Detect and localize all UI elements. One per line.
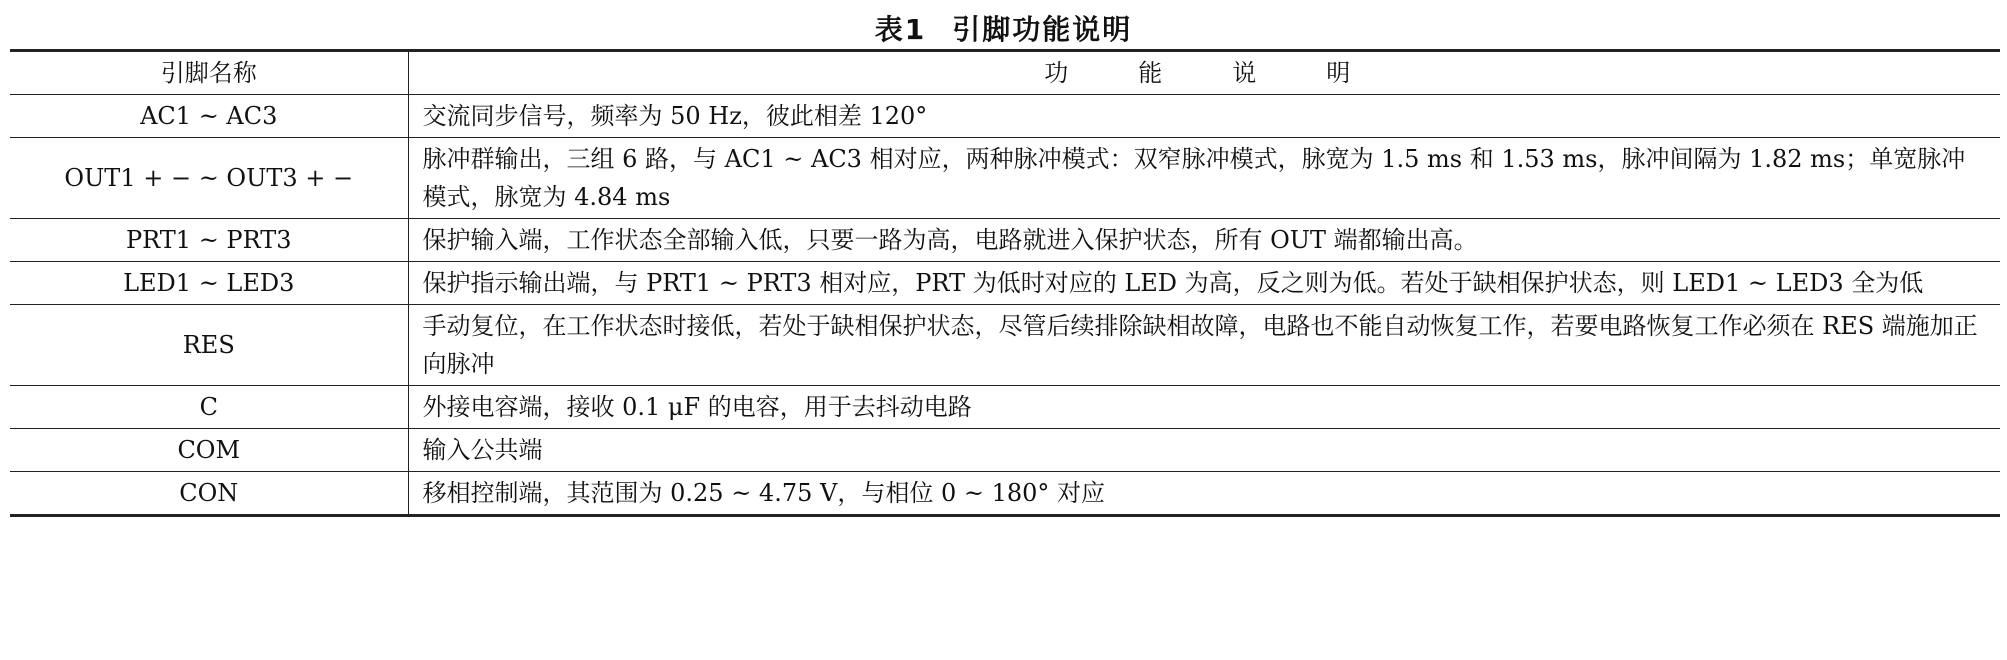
pin-function-cell: 移相控制端，其范围为 0.25 ~ 4.75 V，与相位 0 ~ 180° 对应 [422,479,1106,507]
pin-name-cell: C [10,386,408,429]
table-row [10,138,2000,219]
table-row [10,429,2000,472]
pin-name-cell: RES [10,305,408,386]
header-row [10,51,2000,95]
pin-name-cell: COM [10,429,408,472]
pin-name-cell: PRT1 ~ PRT3 [10,219,408,262]
column-header-function: 功能说明 [408,51,2000,95]
table-row [10,472,2000,516]
table-row [10,305,2000,386]
pin-function-cell: 脉冲群输出，三组 6 路，与 AC1 ~ AC3 相对应，两种脉冲模式：双窄脉冲模式，脉宽为 1.5 ms 和 1.53 ms，脉冲间隔为 1.82 ms；单宽脉冲模式，脉宽为 4.84 ms [408,138,2000,219]
table-caption [0,8,2007,48]
pin-function-cell: 外接电容端，接收 0.1 μF 的电容，用于去抖动电路 [408,386,2000,429]
pin-function-cell: 保护指示输出端，与 PRT1 ~ PRT3 相对应，PRT 为低时对应的 LED 为高，反之则为低。若处于缺相保护状态，则 LED1 ~ LED3 全为低 [408,262,2000,305]
table-row [10,262,2000,305]
table-title: 引脚功能说明 [952,13,1133,46]
pin-name-cell: LED1 ~ LED3 [10,262,408,305]
pin-function-cell: 手动复位，在工作状态时接低，若处于缺相保护状态，尽管后续排除缺相故障，电路也不能自动恢复工作，若要电路恢复工作必须在 RES 端施加正向脉冲 [408,305,2000,386]
pin-name-cell: CON [10,472,408,516]
table-row [10,95,2000,138]
table-number: 表1 [874,13,927,46]
pin-name-cell: OUT1 + − ~ OUT3 + − [10,138,408,219]
table-row [10,219,2000,262]
pin-function-cell: 输入公共端 [408,429,2000,472]
column-header-pin-name: 引脚名称 [10,51,408,95]
pin-function-cell: 交流同步信号，频率为 50 Hz，彼此相差 120° [408,95,2000,138]
pin-function-cell: 保护输入端，工作状态全部输入低，只要一路为高，电路就进入保护状态，所有 OUT 端都输出高。 [408,219,2000,262]
pin-name-cell: AC1 ~ AC3 [10,95,408,138]
pin-function-table [10,49,2000,517]
table-row [10,386,2000,429]
